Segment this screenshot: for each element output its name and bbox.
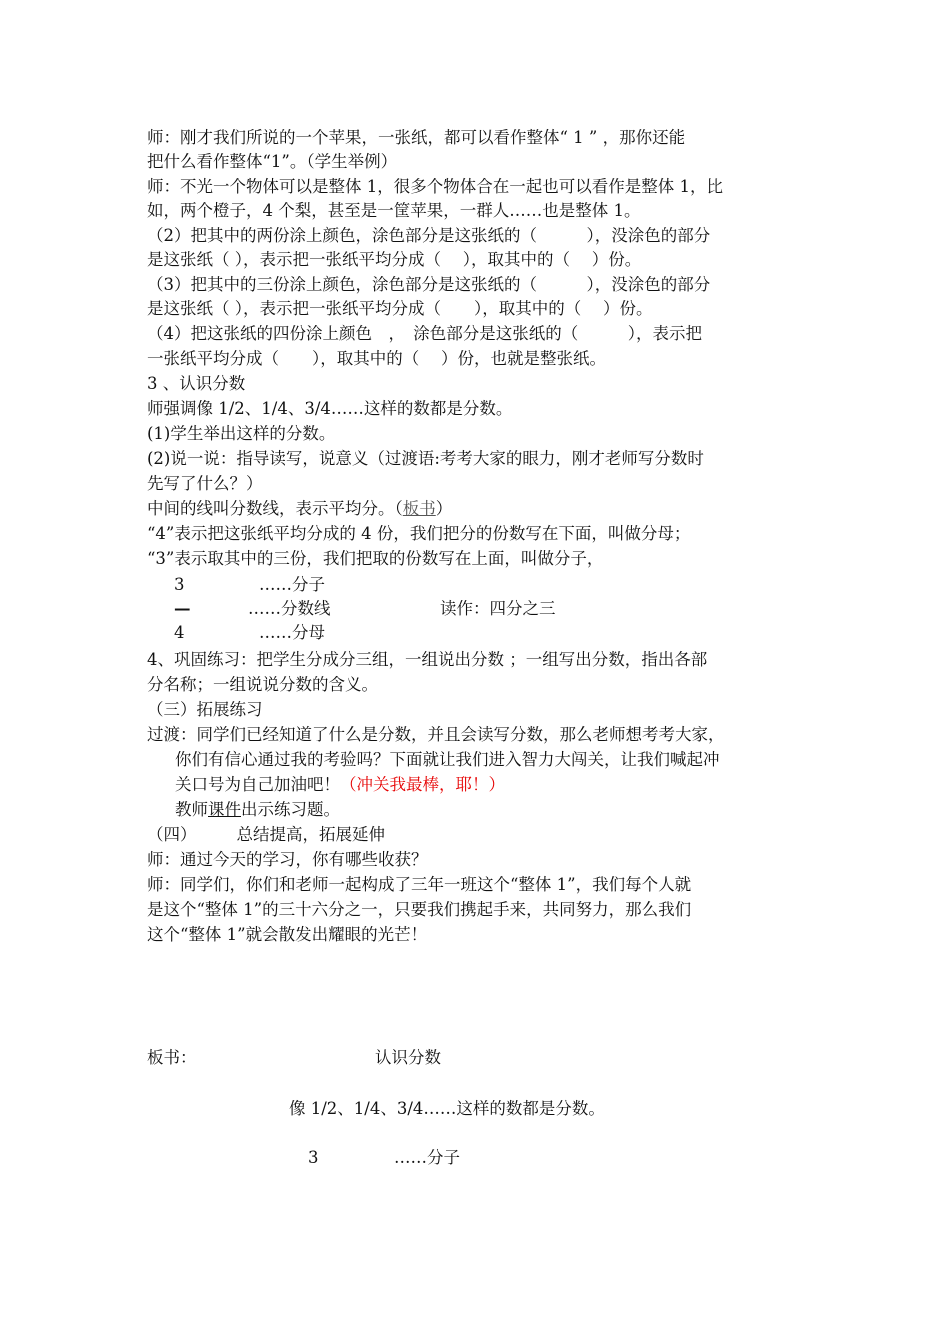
board-link[interactable]: 板书 — [402, 499, 436, 518]
section-heading: （三）拓展练习 — [147, 700, 263, 719]
paragraph-line: 师：通过今天的学习，你有哪些收获？ — [147, 850, 428, 869]
board-numerator: 3 — [308, 1148, 319, 1167]
fraction-bar: — — [174, 599, 191, 618]
courseware-link[interactable]: 课件 — [208, 800, 241, 819]
reading-note: 读作：四分之三 — [440, 599, 556, 618]
paragraph-line: 你们有信心通过我的考验吗？下面就让我们进入智力大闯关，让我们喊起冲 — [175, 750, 720, 769]
line-text: 中间的线叫分数线，表示平均分。（ — [147, 499, 403, 518]
paragraph-line: 一张纸平均分成（ ），取其中的（ ）份，也就是整张纸。 — [147, 349, 606, 368]
board-line: 像 1/2、1/4、3/4……这样的数都是分数。 — [289, 1099, 605, 1118]
line-text: 教师 — [175, 800, 208, 819]
paragraph-line: 把什么看作整体“1”。（学生举例） — [147, 152, 398, 171]
paragraph-line: （2）把其中的两份涂上颜色，涂色部分是这张纸的（ ），没涂色的部分 — [147, 226, 711, 245]
paragraph-line — [175, 798, 340, 822]
section-heading: 3 、认识分数 — [147, 374, 246, 393]
fraction-line-label: ……分数线 — [248, 599, 331, 618]
paragraph-line: 师：不光一个物体可以是整体 1，很多个物体合在一起也可以看作是整体 1，比 — [147, 177, 723, 196]
paragraph-line: 如，两个橙子，4 个梨，甚至是一筐苹果，一群人……也是整体 1。 — [147, 201, 641, 220]
paragraph-line: 先写了什么？） — [147, 474, 263, 493]
denominator-label: ……分母 — [259, 623, 325, 642]
paragraph-line: (2)说一说：指导读写，说意义（过渡语:考考大家的眼力，刚才老师写分数时 — [147, 449, 704, 468]
line-text: 关口号为自己加油吧！ — [175, 775, 340, 794]
section-heading — [147, 823, 385, 847]
paragraph-line: 过渡：同学们已经知道了什么是分数，并且会读写分数，那么老师想考考大家， — [147, 725, 725, 744]
paragraph-line: 这个“整体 1”就会散发出耀眼的光芒！ — [147, 925, 428, 944]
paragraph-line: (1)学生举出这样的分数。 — [147, 424, 336, 443]
paragraph-line: “3”表示取其中的三份，我们把取的份数写在上面，叫做分子， — [147, 549, 604, 568]
paragraph-line: “4”表示把这张纸平均分成的 4 份，我们把分的份数写在下面，叫做分母； — [147, 524, 691, 543]
paragraph-line: 师：同学们，你们和老师一起构成了三年一班这个“整体 1”，我们每个人就 — [147, 875, 692, 894]
paragraph-line: 分名称；一组说说分数的含义。 — [147, 675, 378, 694]
paragraph-line: 是这张纸（ ），表示把一张纸平均分成（ ），取其中的（ ）份。 — [147, 299, 653, 318]
board-title: 认识分数 — [375, 1048, 441, 1067]
paragraph-line: （4）把这张纸的四份涂上颜色 ， 涂色部分是这张纸的（ ），表示把 — [147, 324, 702, 343]
line-text: ） — [435, 499, 453, 518]
board-label: 板书： — [147, 1048, 197, 1067]
fraction-numerator: 3 — [174, 575, 185, 594]
line-text: 出示练习题。 — [241, 800, 340, 819]
paragraph-line: （3）把其中的三份涂上颜色，涂色部分是这张纸的（ ），没涂色的部分 — [147, 275, 711, 294]
paragraph-line — [175, 773, 505, 797]
heading-number: （四） — [147, 825, 197, 844]
paragraph-line: 4、巩固练习：把学生分成分三组，一组说出分数 ；一组写出分数，指出各部 — [147, 650, 708, 669]
slogan-text: （冲关我最棒，耶！） — [340, 775, 505, 794]
numerator-label: ……分子 — [259, 575, 325, 594]
paragraph-line: 是这个“整体 1”的三十六分之一，只要我们携起手来，共同努力，那么我们 — [147, 900, 692, 919]
fraction-denominator: 4 — [174, 623, 185, 642]
paragraph-line: 师：刚才我们所说的一个苹果，一张纸，都可以看作整体“ 1 ” ，那你还能 — [147, 128, 686, 147]
paragraph-line: 是这张纸（ ），表示把一张纸平均分成（ ），取其中的（ ）份。 — [147, 250, 642, 269]
heading-text: 总结提高，拓展延伸 — [236, 825, 385, 844]
paragraph-line — [147, 497, 452, 521]
paragraph-line: 师强调像 1/2、1/4、3/4……这样的数都是分数。 — [147, 399, 513, 418]
board-numerator-label: ……分子 — [394, 1148, 460, 1167]
